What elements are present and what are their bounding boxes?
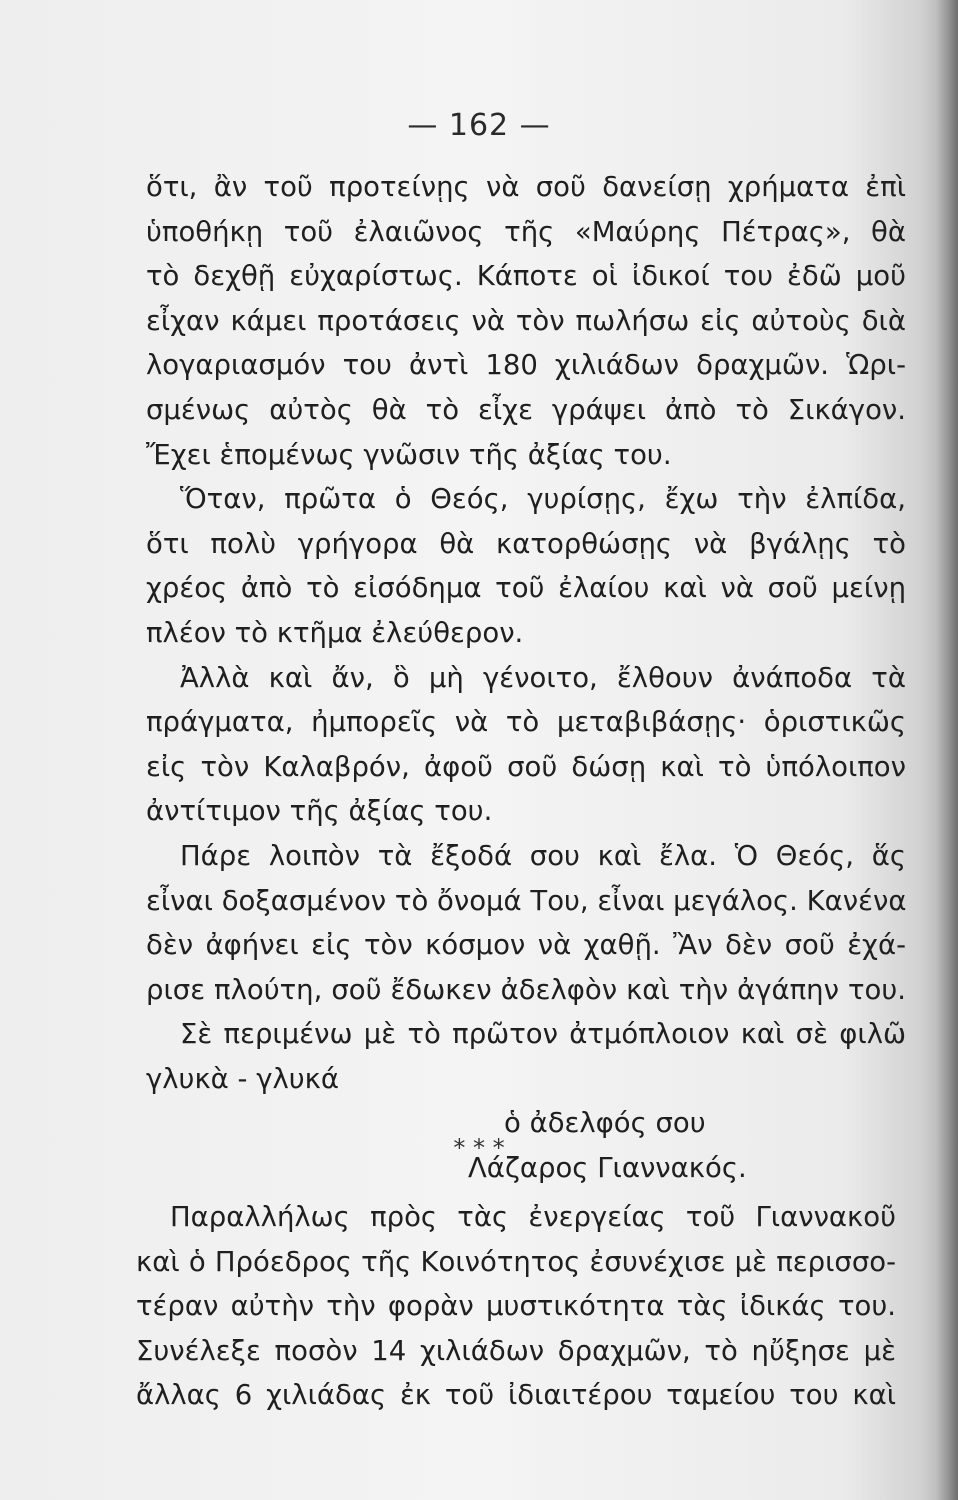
text-line: ἄλλας 6 χιλιάδας ἐκ τοῦ ἰδιαιτέρου ταμείου του καὶ <box>136 1379 896 1412</box>
text-line: χρέος ἀπὸ τὸ εἰσόδημα τοῦ ἐλαίου καὶ νὰ σοῦ μείνῃ <box>146 572 906 605</box>
letter-text <box>146 165 906 1191</box>
text-line: τὸ δεχθῇ εὐχαρίστως. Κάποτε οἱ ἰδικοί του ἐδῶ μοῦ <box>146 260 906 293</box>
text-line: ἀντίτιμον τῆς ἀξίας του. <box>146 795 493 828</box>
text-line: εἶναι δοξασμένον τὸ ὄνομά Του, εἶναι μεγάλος. Κανένα <box>146 884 907 917</box>
text-line: δὲν ἀφήνει εἰς τὸν κόσμον νὰ χαθῇ. Ἂν δὲν σοῦ ἐχά- <box>146 929 906 962</box>
text-line: εἰς τὸν Καλαβρόν, ἀφοῦ σοῦ δώσῃ καὶ τὸ ὑπόλοιπον <box>146 750 906 783</box>
text-line: Ἔχει ἑπομένως γνῶσιν τῆς ἀξίας του. <box>146 438 672 471</box>
text-line: σμένως αὐτὸς θὰ τὸ εἶχε γράψει ἀπὸ τὸ Σικάγον. <box>146 393 906 426</box>
page-number: — 162 — <box>407 108 551 143</box>
text-line: ὅτι πολὺ γρήγορα θὰ κατορθώσῃς νὰ βγάλῃς τὸ <box>146 527 906 560</box>
text-line: Παραλλήλως πρὸς τὰς ἐνεργείας τοῦ Γιαννακοῦ <box>170 1201 896 1233</box>
text-line: ὑποθήκῃ τοῦ ἐλαιῶνος τῆς «Μαύρης Πέτρας», θὰ <box>146 215 906 248</box>
text-line: Ἀλλὰ καὶ ἄν, ὃ μὴ γένοιτο, ἔλθουν ἀνάποδα τὰ <box>180 661 906 694</box>
text-line: εἶχαν κάμει προτάσεις νὰ τὸν πωλήσω εἰς αὐτοὺς διὰ <box>146 304 906 337</box>
page-spine-shadow <box>936 0 958 1500</box>
text-line: Ὅταν, πρῶτα ὁ Θεός, γυρίσῃς, ἔχω τὴν ἐλπίδα, <box>180 483 906 516</box>
section-separator: * * * <box>453 1134 505 1162</box>
text-line: καὶ ὁ Πρόεδρος τῆς Κοινότητος ἐσυνέχισε μὲ περισσο- <box>136 1245 896 1278</box>
text-line: γλυκὰ - γλυκά <box>146 1062 339 1095</box>
text-line: τέραν αὐτὴν τὴν φορὰν μυστικότητα τὰς ἰδικάς του. <box>136 1290 896 1323</box>
text-line: πλέον τὸ κτῆμα ἐλεύθερον. <box>146 616 524 649</box>
text-line: πράγματα, ἠμπορεῖς νὰ τὸ μεταβιβάσῃς· ὁριστικῶς <box>146 706 906 739</box>
text-line: Συνέλεξε ποσὸν 14 χιλιάδων δραχμῶν, τὸ ηὔξησε μὲ <box>136 1334 896 1367</box>
signature-closing: ὁ ἀδελφός σου <box>504 1107 706 1140</box>
text-line: ρισε πλούτη, σοῦ ἔδωκεν ἀδελφὸν καὶ τὴν ἀγάπην του. <box>146 973 906 1006</box>
text-line: ὅτι, ἂν τοῦ προτείνῃς νὰ σοῦ δανείσῃ χρήματα ἐπὶ <box>146 171 906 203</box>
signature-name: Λάζαρος Γιαννακός. <box>468 1152 747 1185</box>
text-line: Πάρε λοιπὸν τὰ ἔξοδά σου καὶ ἔλα. Ὁ Θεός, ἅς <box>180 839 906 872</box>
text-line: λογαριασμόν του ἀντὶ 180 χιλιάδων δραχμῶν. Ὡρι- <box>146 349 906 382</box>
section-text <box>136 1195 896 1418</box>
text-line: Σὲ περιμένω μὲ τὸ πρῶτον ἀτμόπλοιον καὶ σὲ φιλῶ <box>180 1018 906 1051</box>
